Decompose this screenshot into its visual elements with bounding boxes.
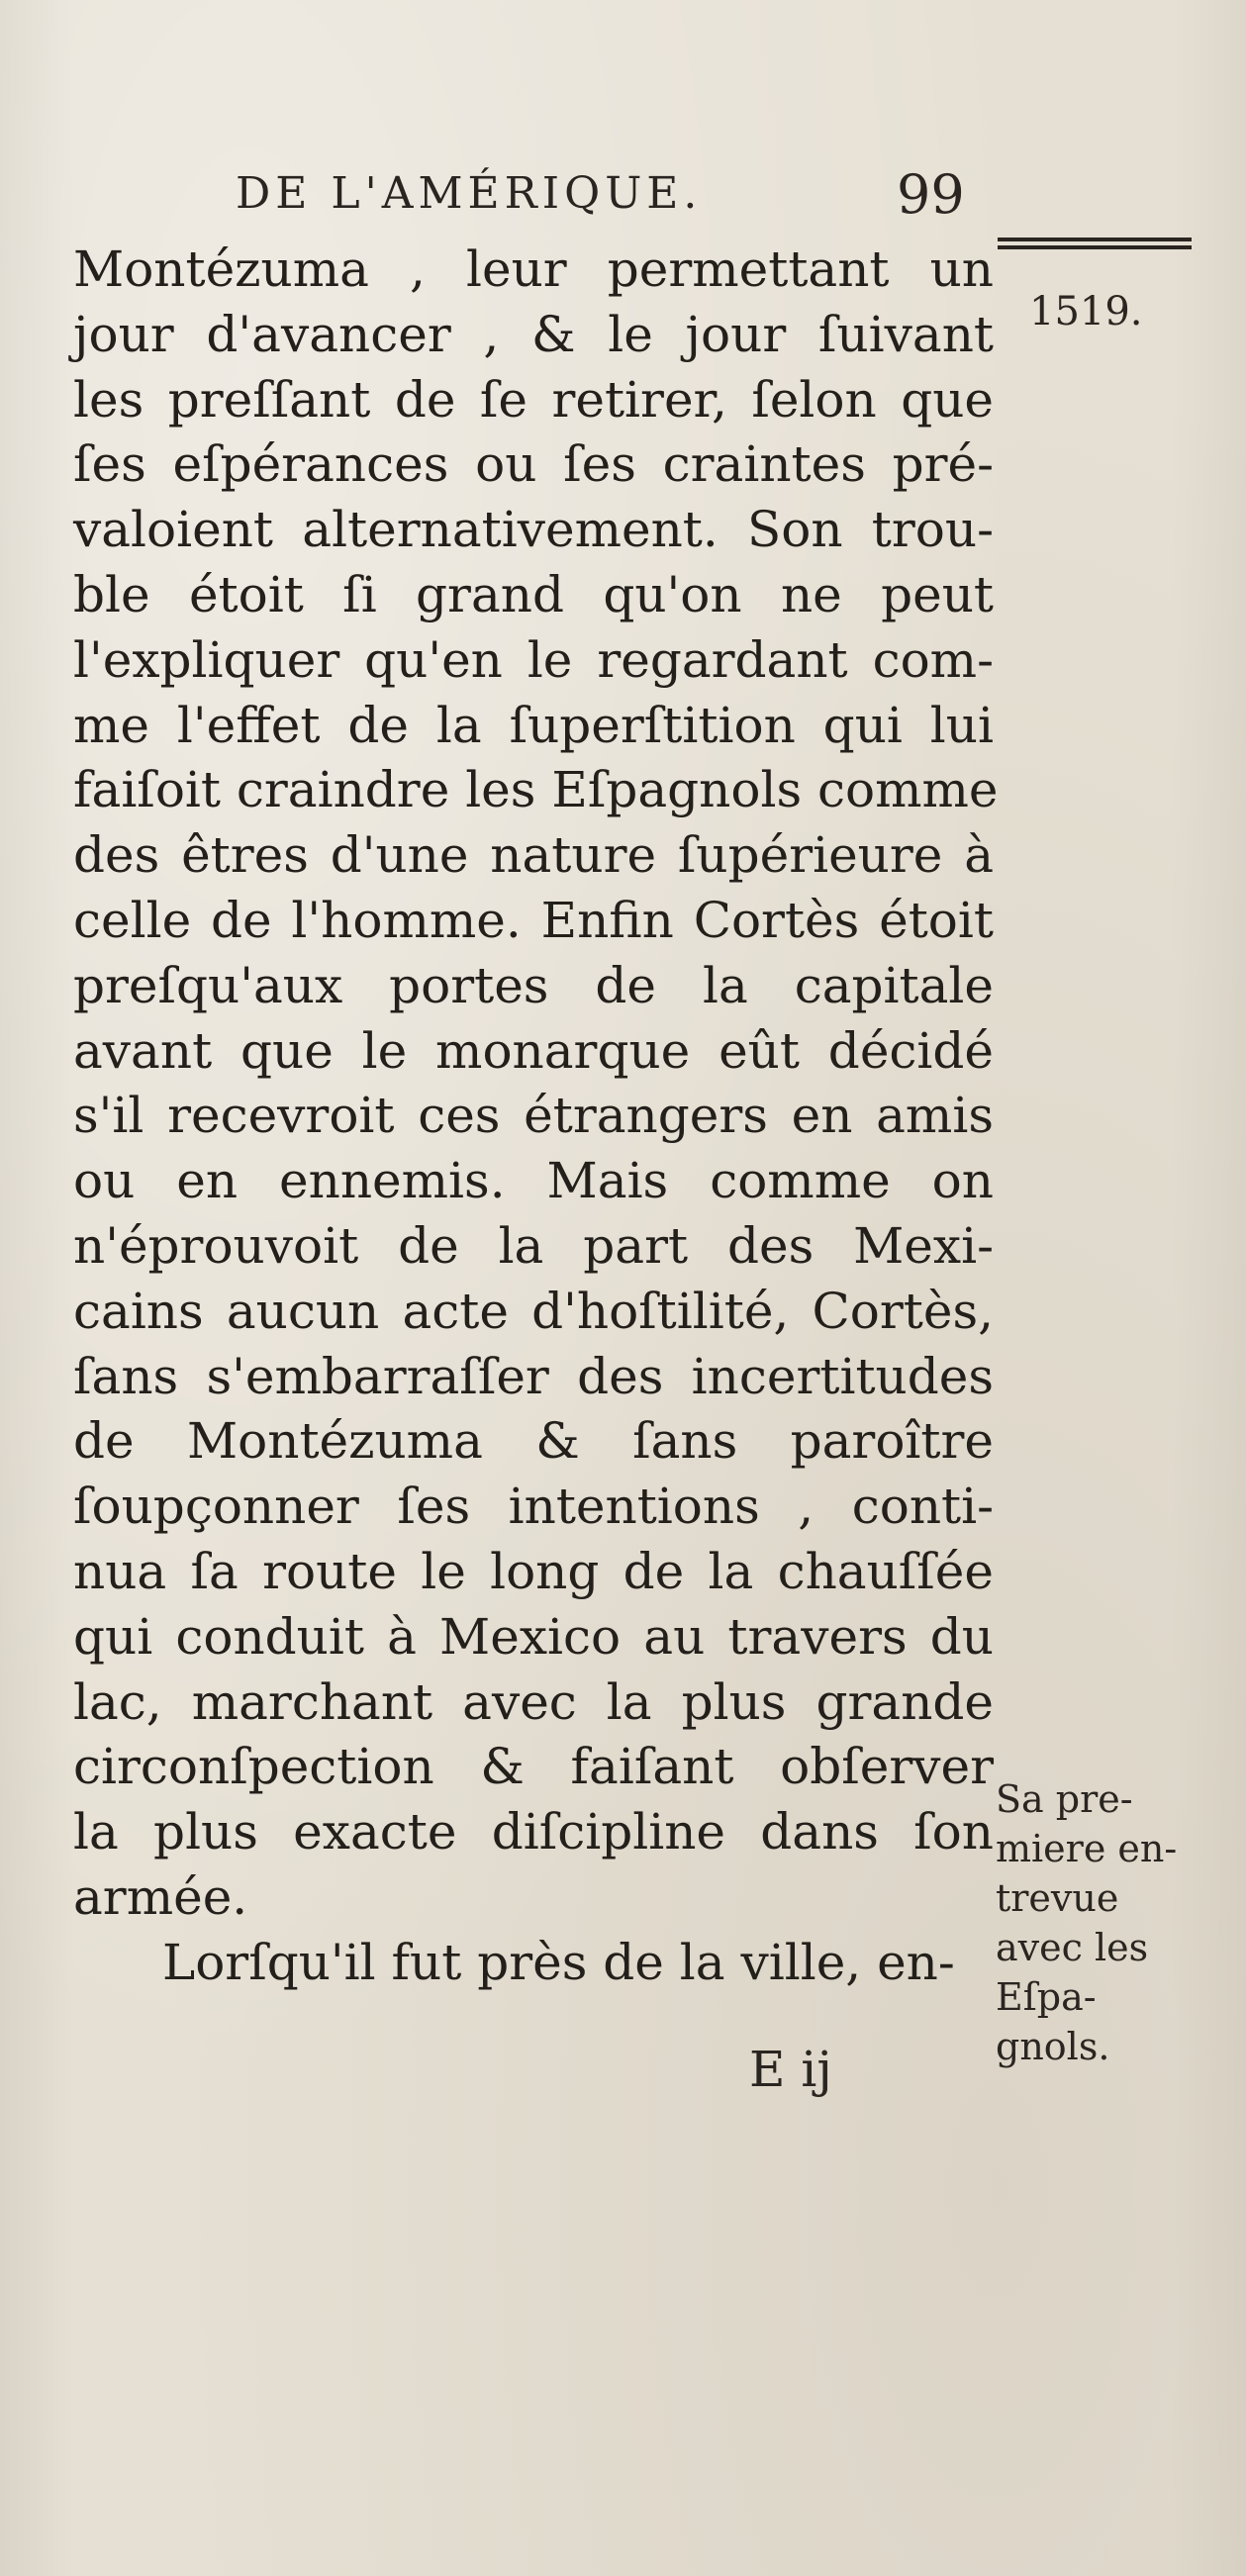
text-line: n'éprouvoit de la part des Mexi- [73,1216,994,1275]
text-line: armée. [73,1867,248,1926]
marginal-note-line: avec les [996,1926,1149,1969]
text-line: preſqu'aux portes de la capitale [73,956,994,1014]
text-line: ſes eſpérances ou ſes craintes pré- [73,435,994,494]
marginal-note-line: Eſpa- [996,1975,1097,2019]
text-line: ble étoit ſi grand qu'on ne peut [73,565,994,623]
text-line: de Montézuma & ſans paroître [73,1412,994,1471]
text-line: lac, marchant avec la plus grande [73,1672,994,1731]
marginal-note-line: trevue [996,1876,1119,1920]
margin-year: 1519. [1029,289,1143,334]
marginal-note-line: miere en- [996,1827,1178,1870]
text-line: avant que le monarque eût décidé [73,1021,994,1080]
text-line: faiſoit craindre les Eſpagnols comme [73,761,999,819]
text-line: la plus exacte diſcipline dans ſon [73,1803,994,1861]
text-line: celle de l'homme. Enfin Cortès étoit [73,891,994,949]
text-line: ſoupçonner ſes intentions , conti- [73,1478,994,1536]
text-line: circonſpection & faiſant obſerver [73,1738,994,1796]
text-line: jour d'avancer , & le jour ſuivant [73,305,994,363]
text-line: Montézuma , leur permettant un [73,240,994,298]
text-line: qui conduit à Mexico au travers du [73,1607,994,1666]
text-line: valoient alternativement. Son trou- [73,501,994,559]
paragraph-start-line: Lorſqu'il fut près de la ville, en- [162,1933,955,1991]
signature-mark: E ij [749,2041,832,2098]
page-number: 99 [897,163,965,226]
text-line: ou en ennemis. Mais comme on [73,1152,994,1210]
text-line: l'expliquer qu'en le regardant com- [73,630,994,689]
marginal-note-line: Sa pre- [996,1777,1133,1821]
text-line: ſans s'embarraſſer des incertitudes [73,1347,994,1405]
text-line: me l'effet de la ſuperſtition qui lui [73,696,994,754]
marginal-note [996,1774,1218,2071]
text-line: cains aucun acte d'hoſtilité, Cortès, [73,1282,994,1340]
text-line: les preſſant de ſe retirer, ſelon que [73,370,994,429]
double-rule-ornament [998,238,1192,249]
body-text [73,238,999,1996]
text-line: nua ſa route le long de la chauſſée [73,1542,994,1600]
running-head: DE L'AMÉRIQUE. [236,168,703,219]
marginal-note-line: gnols. [996,2025,1110,2068]
text-line: des êtres d'une nature ſupérieure à [73,826,994,885]
text-line: s'il recevroit ces étrangers en amis [73,1087,994,1145]
